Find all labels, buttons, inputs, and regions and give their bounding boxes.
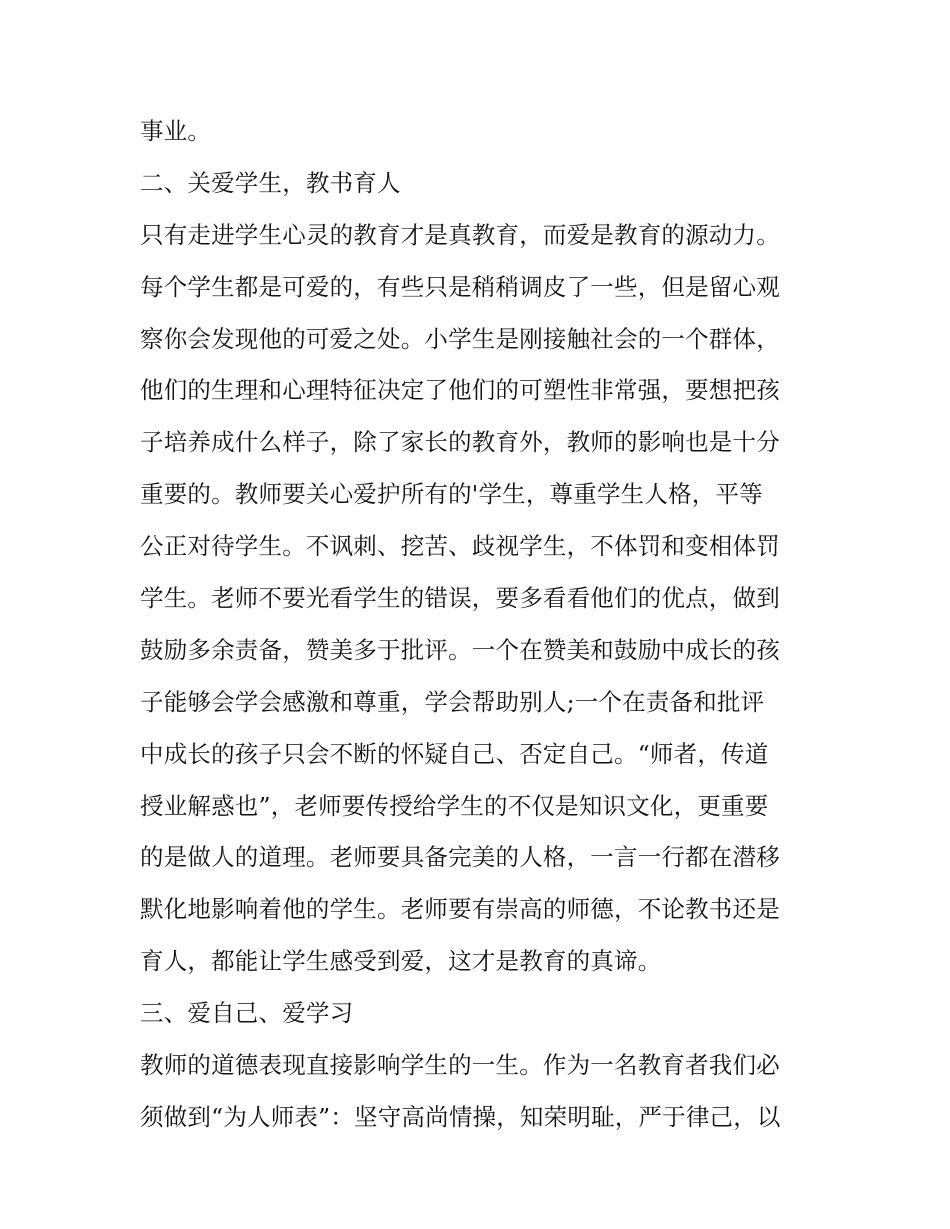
section-heading: 二、关爱学生，教书育人 bbox=[140, 168, 401, 197]
paragraph-line: 授业解惑也”，老师要传授给学生的不仅是知识文化，更重要 bbox=[140, 791, 769, 820]
paragraph-line: 的是做人的道理。老师要具备完美的人格，一言一行都在潜移 bbox=[140, 843, 780, 872]
paragraph-line: 学生。老师不要光看学生的错误，要多看看他们的优点，做到 bbox=[140, 584, 780, 613]
paragraph-line: 育人，都能让学生感受到爱，这才是教育的真谛。 bbox=[140, 947, 662, 976]
paragraph-line: 鼓励多余责备，赞美多于批评。一个在赞美和鼓励中成长的孩 bbox=[140, 635, 780, 664]
section-heading: 三、爱自己、爱学习 bbox=[140, 999, 354, 1028]
paragraph-line: 重要的。教师要关心爱护所有的'学生，尊重学生人格，平等 bbox=[140, 480, 763, 509]
paragraph-line: 他们的生理和心理特征决定了他们的可塑性非常强，要想把孩 bbox=[140, 376, 780, 405]
paragraph-line: 须做到“为人师表”：坚守高尚情操，知荣明耻，严于律己，以 bbox=[140, 1102, 781, 1131]
document-body bbox=[140, 106, 820, 1144]
paragraph-line: 教师的道德表现直接影响学生的一生。作为一名教育者我们必 bbox=[140, 1051, 780, 1080]
paragraph-line: 中成长的孩子只会不断的怀疑自己、否定自己。“师者，传道 bbox=[140, 739, 769, 768]
paragraph-line: 事业。 bbox=[140, 117, 212, 145]
paragraph-line: 只有走进学生心灵的教育才是真教育，而爱是教育的源动力。 bbox=[140, 220, 780, 249]
paragraph-line: 公正对待学生。不讽刺、挖苦、歧视学生，不体罚和变相体罚 bbox=[140, 532, 780, 561]
paragraph-line: 每个学生都是可爱的，有些只是稍稍调皮了一些，但是留心观 bbox=[140, 272, 780, 301]
paragraph-line: 察你会发现他的可爱之处。小学生是刚接触社会的一个群体， bbox=[140, 324, 780, 353]
paragraph-line: 子能够会学会感激和尊重，学会帮助别人;一个在责备和批评 bbox=[140, 687, 765, 716]
paragraph-line: 默化地影响着他的学生。老师要有崇高的师德，不论教书还是 bbox=[140, 895, 780, 924]
paragraph-line: 子培养成什么样子，除了家长的教育外，教师的影响也是十分 bbox=[140, 428, 780, 457]
